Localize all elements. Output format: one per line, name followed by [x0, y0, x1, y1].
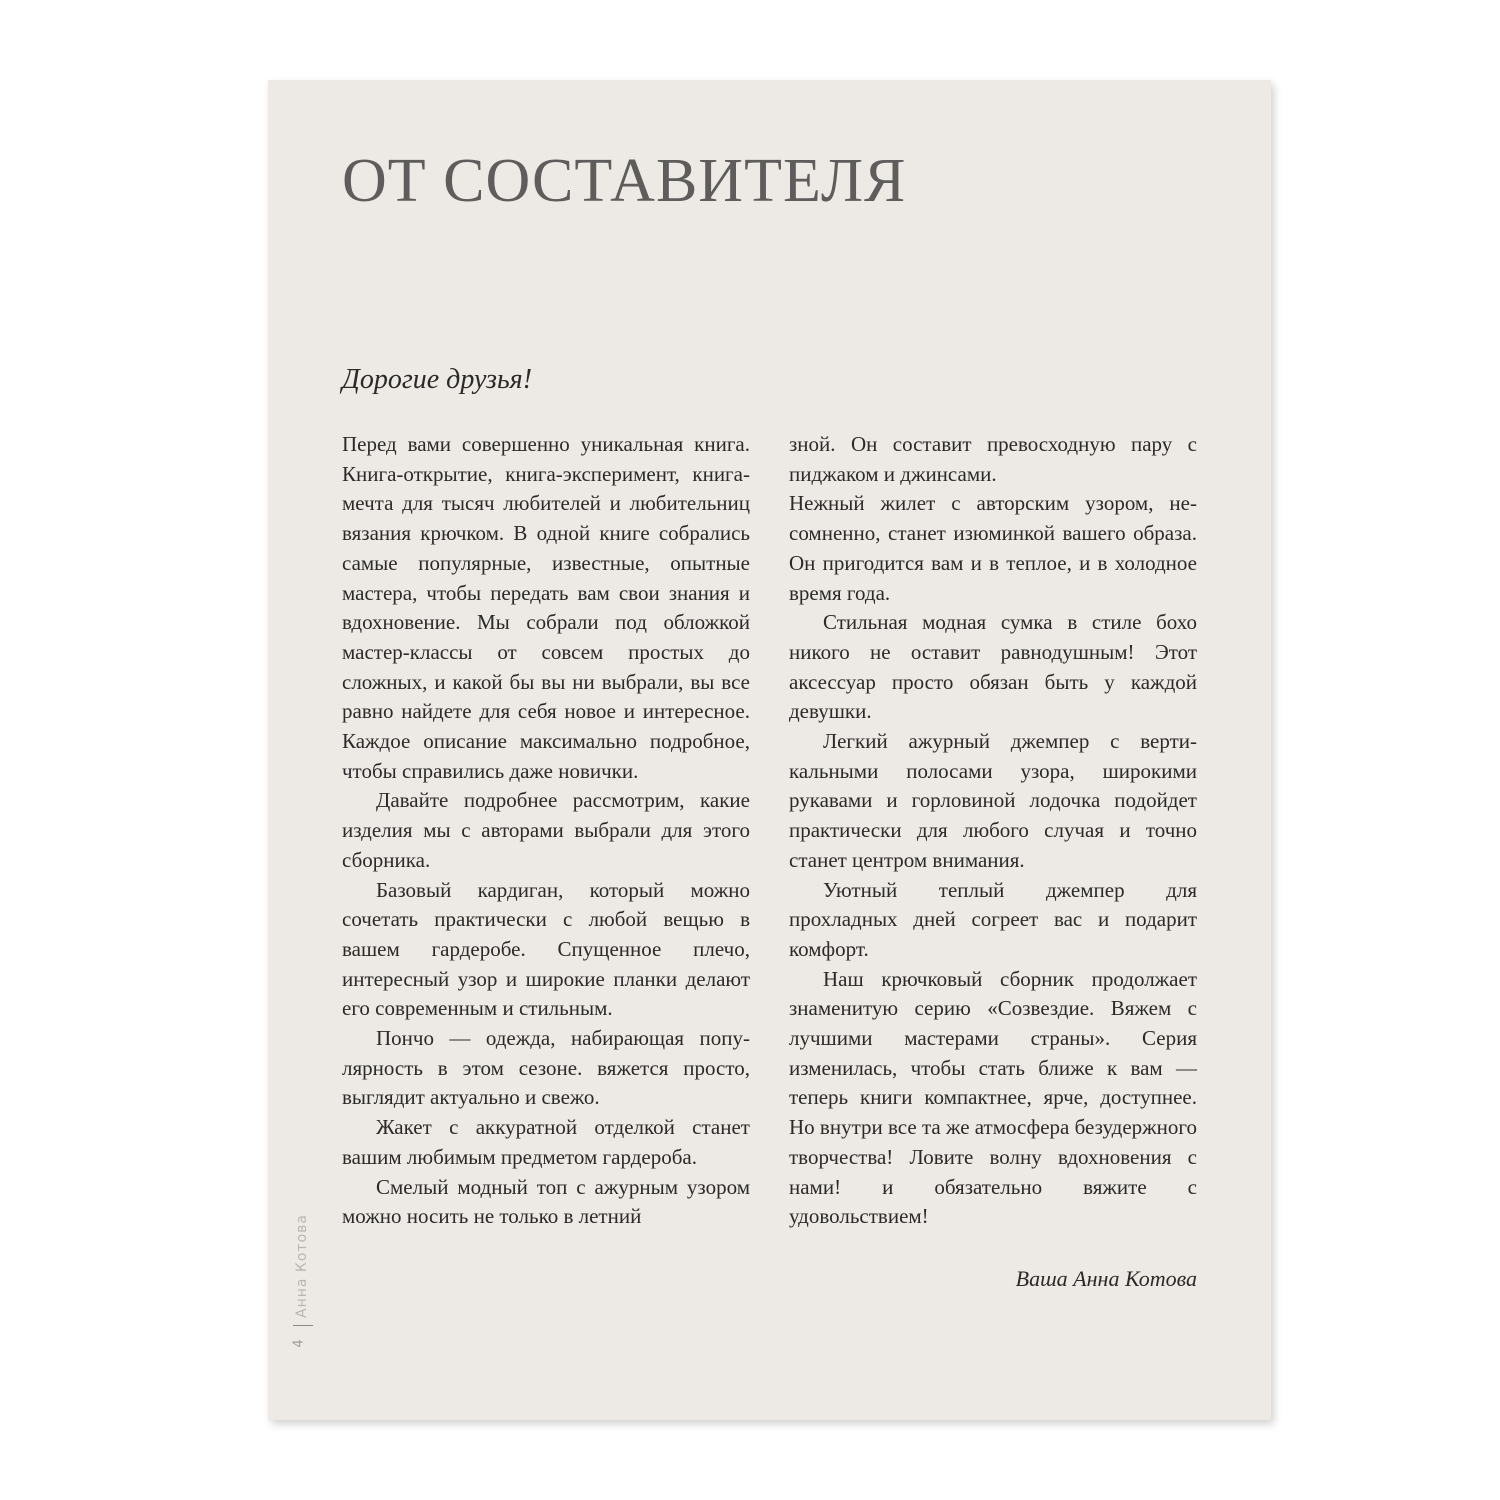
book-page: [268, 80, 1271, 1420]
paragraph: Давайте подробнее рассмотрим, какие изделия мы с авторами выбрали для этого сборника.: [342, 788, 750, 872]
left-text-column: [342, 430, 750, 1232]
signature: Ваша Анна Котова: [1015, 1266, 1197, 1291]
paragraph: Перед вами совершенно уникальная книга. Книга-открытие, книга-эксперимент, книга-мечта для тысяч любителей и любительниц вязания крючком. В одной книге собрались самые популярные, известные, опытные мастера, чтобы передать вам свои знания и вдохновение. Мы собрали под обложкой мастер-классы от совсем простых до сложных, и какой бы вы ни выбрали, вы все равно найдете для себя новое и интересное. Каждое описание максимально подробное, чтобы справились даже новички.: [342, 432, 750, 783]
paragraph: Наш крючковый сборник продолжает знаменитую серию «Созвездие. Вяжем с лучшими мастерами страны». Серия изменилась, чтобы стать ближе к вам — теперь книги компактнее, ярче, доступнее. Но внутри все та же атмосфера безудержного творчества! Ловите волну вдохновения с нами! и обязательно вяжите с удовольствием!: [789, 966, 1197, 1229]
paragraph: Базовый кардиган, который можно сочетать практически с любой вещью в вашем гардеробе. Спущенное плечо, интересный узор и широкие планки делают его современным и стильным.: [342, 877, 750, 1021]
right-text-column: [789, 430, 1197, 1232]
running-author: Анна Котова: [294, 1214, 310, 1318]
divider: [293, 1325, 313, 1326]
paragraph: Стильная модная сумка в стиле бохо никого не оставит равнодушным! Этот аксессуар просто обязан быть у каждой девушки.: [789, 610, 1197, 724]
salutation: Дорогие друзья!: [342, 364, 533, 395]
paragraph: Жакет с аккуратной отделкой станет вашим любимым предметом гардероба.: [342, 1115, 750, 1169]
running-head: [282, 1188, 322, 1368]
paragraph: Легкий ажурный джемпер с вертикальными полосами узора, широкими рукавами и горловиной лодочка подойдет практически для любого случая и точно станет центром внимания.: [789, 729, 1197, 872]
paragraph: Смелый модный топ с ажурным узором можно носить не только в летний: [342, 1174, 750, 1229]
paragraph: Нежный жилет с авторским узором, несомненно, станет изюминкой вашего образа. Он пригодится вам и в теплое, и в холодное время года.: [789, 491, 1197, 605]
page-number: 4: [291, 1339, 307, 1348]
paragraph: Пончо — одежда, набирающая популярность в этом сезоне. вяжется просто, выглядит актуально и свежо.: [342, 1026, 750, 1110]
paragraph: Уютный теплый джемпер для прохладных дней согреет вас и подарит комфорт.: [789, 877, 1197, 961]
paragraph: зной. Он составит превосходную пару с пиджаком и джинсами.: [789, 432, 1197, 486]
page-title: ОТ СОСТАВИТЕЛЯ: [342, 147, 907, 215]
